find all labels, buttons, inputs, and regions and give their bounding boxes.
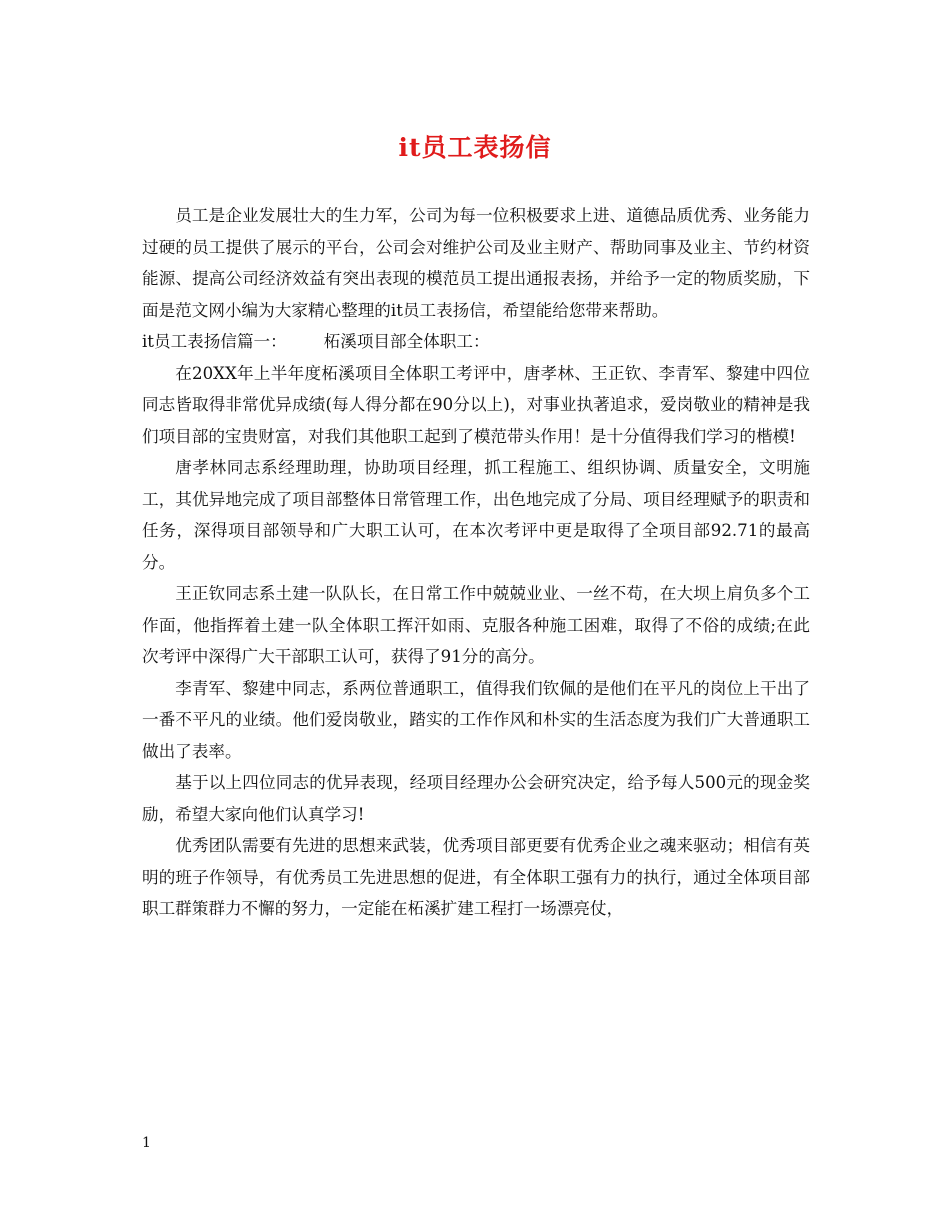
letter-paragraph-3: 王正钦同志系土建一队队长，在日常工作中兢兢业业、一丝不苟，在大坝上肩负多个工作面，他指挥着土建一队全体职工挥汗如雨、克服各种施工困难，取得了不俗的成绩;在此次考评中深得广大干部职工认可，获得了91分的高分。: [142, 584, 810, 666]
letter-paragraph-1: 在20XX年上半年度柘溪项目全体职工考评中，唐孝林、王正钦、李青军、黎建中四位同志皆取得非常优异成绩(每人得分都在90分以上)，对事业执著追求，爱岗敬业的精神是我们项目部的宝贵财富，对我们其他职工起到了模范带头作用！是十分值得我们学习的楷模!: [142, 363, 810, 446]
intro-paragraph: 员工是企业发展壮大的生力军，公司为每一位积极要求上进、道德品质优秀、业务能力过硬的员工提供了展示的平台，公司会对维护公司及业主财产、帮助同事及业主、节约材资能源、提高公司经济效益有突出表现的模范员工提出通报表扬，并给予一定的物质奖励，下面是范文网小编为大家精心整理的it员工表扬信，希望能给您带来帮助。: [142, 206, 810, 320]
letter-paragraph-5: 基于以上四位同志的优异表现，经项目经理办公会研究决定，给予每人500元的现金奖励，希望大家向他们认真学习!: [142, 773, 810, 824]
letter-paragraph-6: 优秀团队需要有先进的思想来武装，优秀项目部更要有优秀企业之魂来驱动；相信有英明的班子作领导，有优秀员工先进思想的促进，有全体职工强有力的执行，通过全体项目部职工群策群力不懈的努力，一定能在柘溪扩建工程打一场漂亮仗，: [142, 836, 810, 918]
letter-paragraph-2: 唐孝林同志系经理助理，协助项目经理，抓工程施工、组织协调、质量安全，文明施工，其优异地完成了项目部整体日常管理工作，出色地完成了分局、项目经理赋予的职责和任务，深得项目部领导和广大职工认可，在本次考评中更是取得了全项目部92.71的最高分。: [142, 458, 810, 572]
letter-paragraph-4: 李青军、黎建中同志，系两位普通职工，值得我们钦佩的是他们在平凡的岗位上干出了一番不平凡的业绩。他们爱岗敬业，踏实的工作作风和朴实的生活态度为我们广大普通职工做出了表率。: [142, 678, 810, 761]
section-heading: it员工表扬信篇一： 柘溪项目部全体职工：: [142, 332, 490, 351]
document-title: it员工表扬信: [398, 133, 552, 162]
page-number: 1: [142, 1135, 151, 1151]
document-body: [142, 200, 810, 925]
